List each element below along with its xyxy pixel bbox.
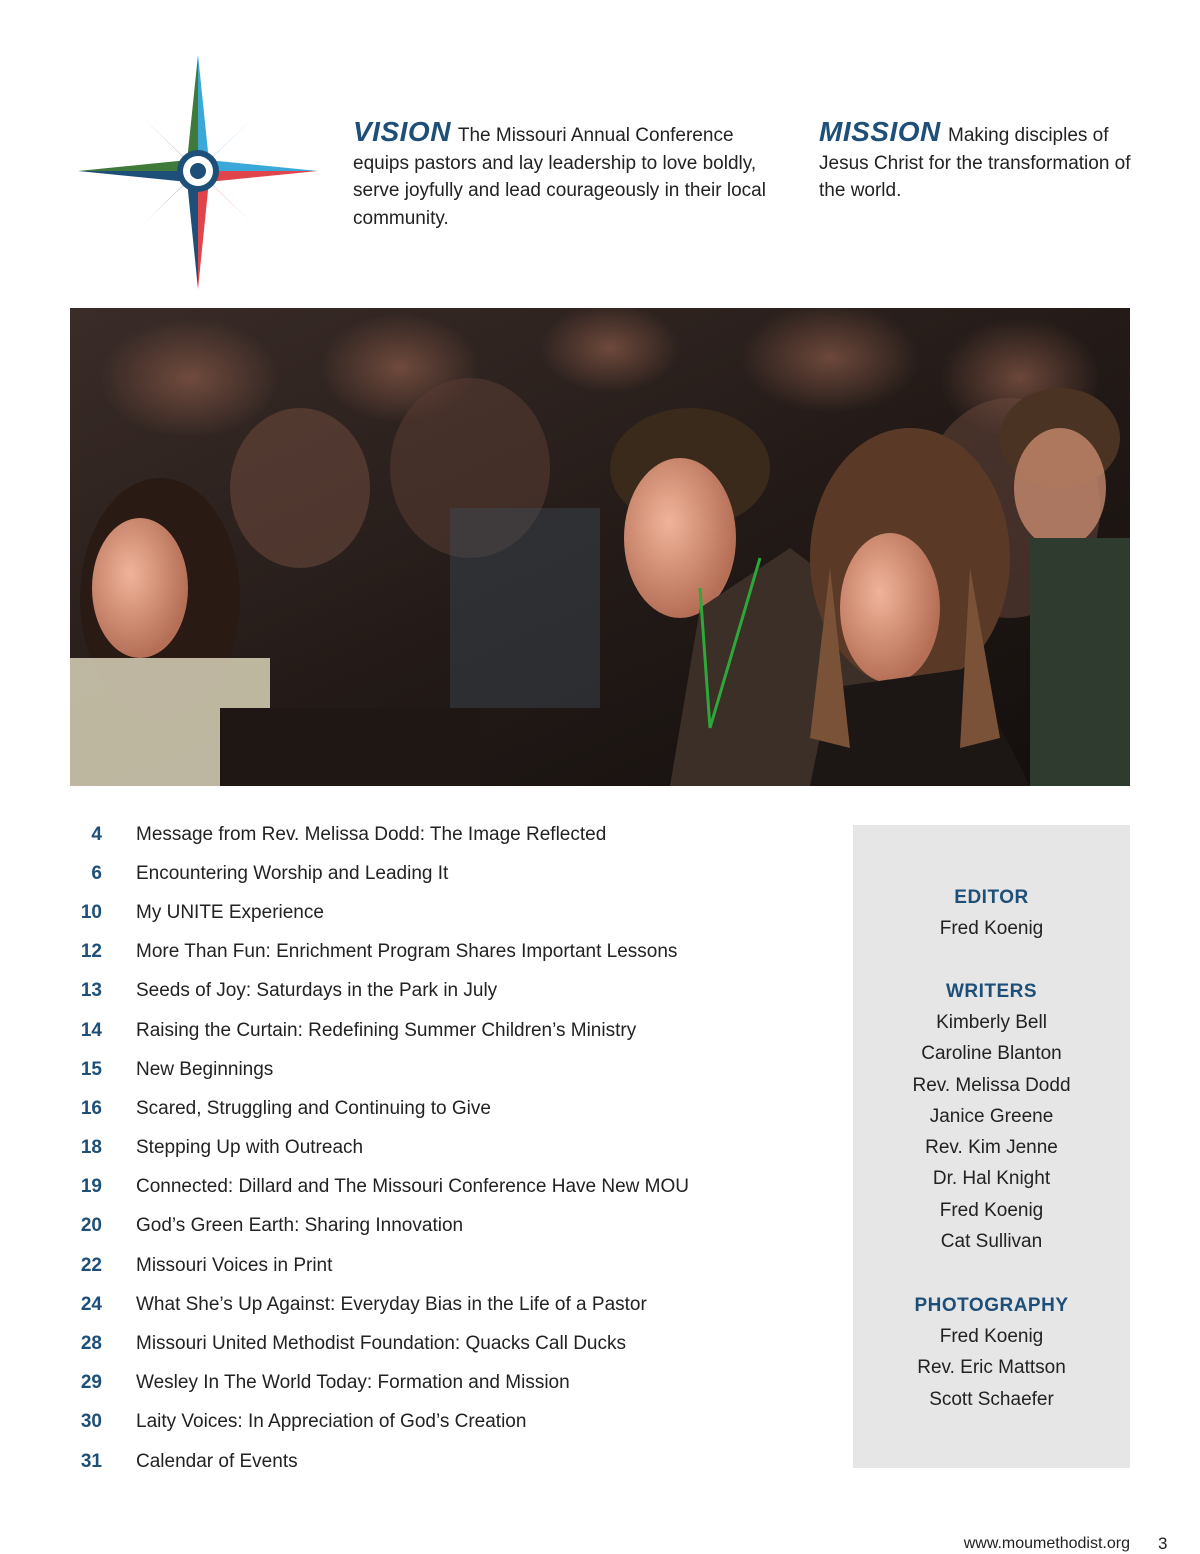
toc-page-number: 6 [91,862,102,884]
toc-page-number: 15 [80,1058,102,1080]
youth-audience-photo [70,308,1130,786]
mission-text: Making disciples of Jesus Christ for the transformation of the world. [819,125,1131,201]
toc-entry[interactable] [60,1168,820,1207]
toc-title: Calendar of Events [136,1450,298,1472]
table-of-contents [60,815,820,1481]
credit-name: Cat Sullivan [940,1231,1043,1253]
toc-page-number: 31 [80,1450,102,1472]
editor-group [853,882,1130,944]
website-url[interactable]: www.moumethodist.org [963,1535,1130,1552]
toc-title: Missouri United Methodist Foundation: Quacks Call Ducks [136,1333,626,1355]
toc-page-number: 19 [80,1176,102,1198]
toc-entry[interactable] [60,1285,820,1324]
toc-entry[interactable] [60,1246,820,1285]
toc-page-number: 29 [80,1372,102,1394]
toc-title: Missouri Voices in Print [136,1254,333,1276]
toc-page-number: 10 [80,901,102,923]
mission-statement [819,118,1139,205]
toc-entry[interactable] [60,854,820,893]
toc-entry[interactable] [60,1403,820,1442]
credit-name: Fred Koenig [939,1199,1044,1221]
toc-title: Encountering Worship and Leading It [136,862,449,884]
writers-heading: WRITERS [945,981,1038,1002]
toc-entry[interactable] [60,1050,820,1089]
credits-panel [853,825,1130,1468]
toc-page-number: 16 [80,1097,102,1119]
page-number: 3 [1158,1534,1168,1553]
compass-star-icon [74,52,322,294]
credit-name: Fred Koenig [939,1326,1044,1347]
vision-text: The Missouri Annual Conference equips pastors and lay leadership to love boldly, serve joyfully and lead courageously in their local community. [353,125,766,229]
toc-page-number: 14 [80,1019,102,1041]
mission-label: MISSION [819,116,941,147]
toc-entry[interactable] [60,1364,820,1403]
toc-title: Message from Rev. Melissa Dodd: The Image Reflected [136,823,607,845]
toc-title: Laity Voices: In Appreciation of God’s Creation [136,1411,527,1433]
toc-title: Raising the Curtain: Redefining Summer Children’s Ministry [136,1019,637,1041]
credit-name: Fred Koenig [939,918,1044,939]
toc-title: Scared, Struggling and Continuing to Give [136,1097,491,1119]
writers-group [853,976,1130,1257]
toc-entry[interactable] [60,1442,820,1481]
credit-name: Rev. Kim Jenne [925,1137,1058,1159]
vision-label: VISION [353,116,451,147]
credit-name: Dr. Hal Knight [932,1168,1051,1190]
toc-page-number: 12 [80,941,102,963]
toc-title: New Beginnings [136,1058,274,1080]
toc-title: God’s Green Earth: Sharing Innovation [136,1215,464,1237]
credit-name: Rev. Melissa Dodd [912,1074,1071,1096]
toc-page-number: 13 [80,980,102,1002]
toc-entry[interactable] [60,1324,820,1363]
toc-entry[interactable] [60,815,820,854]
toc-title: Seeds of Joy: Saturdays in the Park in July [136,980,498,1002]
toc-page-number: 30 [80,1411,102,1433]
toc-entry[interactable] [60,893,820,932]
toc-title: Stepping Up with Outreach [136,1137,364,1159]
credit-name: Kimberly Bell [936,1012,1047,1033]
toc-entry[interactable] [60,972,820,1011]
toc-title: What She’s Up Against: Everyday Bias in the Life of a Pastor [136,1293,647,1315]
vision-statement [353,118,773,232]
credit-name: Scott Schaefer [929,1388,1054,1410]
toc-title: Connected: Dillard and The Missouri Conference Have New MOU [136,1176,690,1198]
toc-page-number: 18 [80,1137,102,1159]
toc-page-number: 24 [80,1293,102,1315]
credit-name: Caroline Blanton [921,1043,1062,1065]
credit-name: Janice Greene [929,1105,1054,1127]
editor-heading: EDITOR [954,887,1029,908]
toc-page-number: 28 [80,1333,102,1355]
credit-name: Rev. Eric Mattson [917,1357,1066,1379]
toc-entry[interactable] [60,1089,820,1128]
toc-entry[interactable] [60,1129,820,1168]
toc-page-number: 22 [80,1254,102,1276]
toc-title: My UNITE Experience [136,901,324,923]
toc-page-number: 20 [80,1215,102,1237]
toc-entry[interactable] [60,1207,820,1246]
toc-entry[interactable] [60,933,820,972]
toc-title: More Than Fun: Enrichment Program Shares Important Lessons [136,941,678,963]
toc-page-number: 4 [91,823,102,845]
toc-title: Wesley In The World Today: Formation and Mission [136,1372,570,1394]
photography-heading: PHOTOGRAPHY [914,1295,1069,1316]
toc-entry[interactable] [60,1011,820,1050]
photography-group [853,1290,1130,1415]
